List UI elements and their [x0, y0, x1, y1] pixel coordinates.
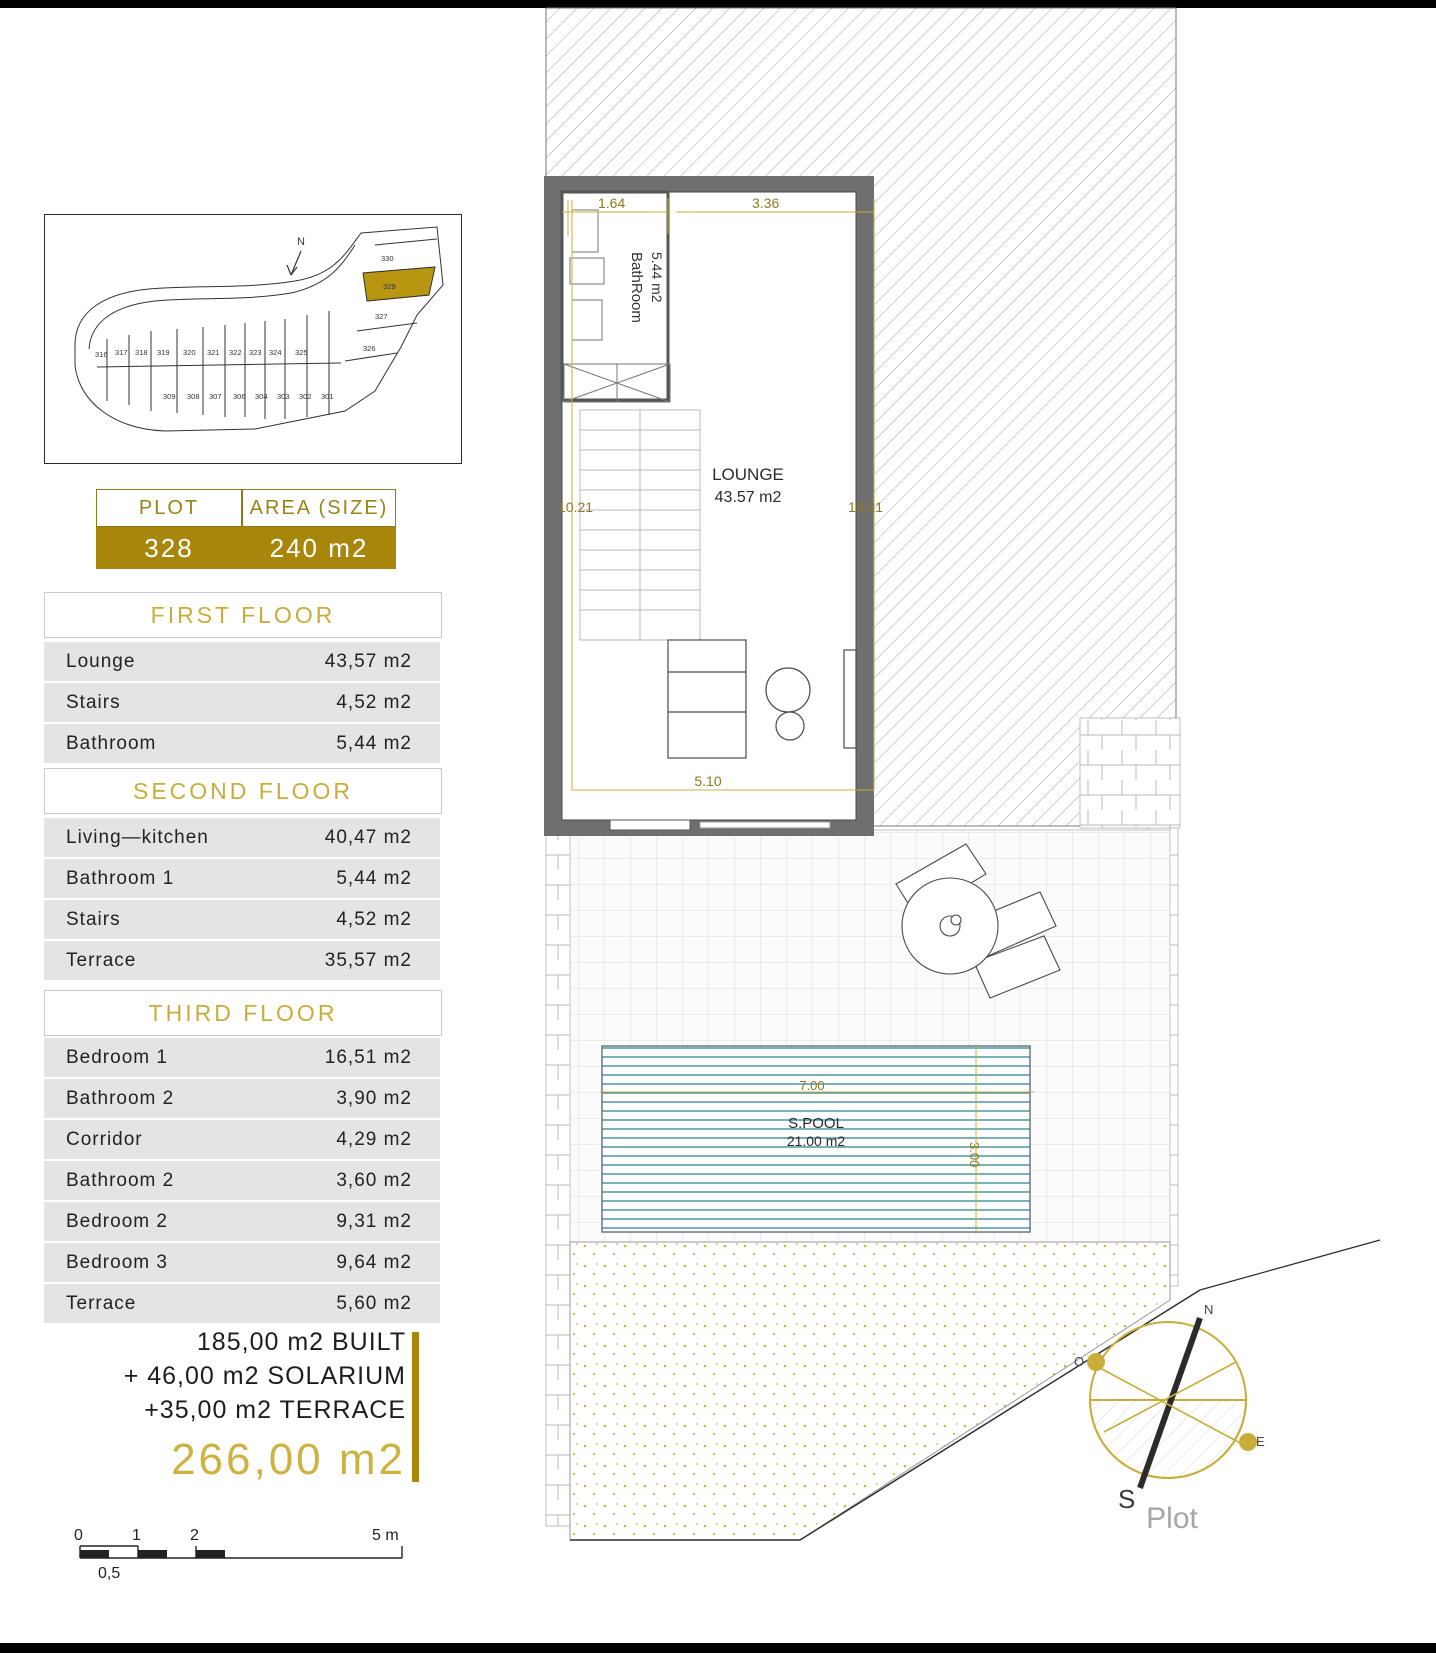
highlighted-plot-shape — [363, 267, 435, 301]
compass-caption: Plot — [1146, 1502, 1198, 1535]
room-area: 5,44 m2 — [336, 732, 412, 754]
dim-top-right: 3.36 — [752, 195, 780, 211]
table-row — [44, 683, 440, 724]
svg-text:322: 322 — [229, 348, 242, 357]
svg-text:309: 309 — [163, 392, 176, 401]
room-name: Bedroom 1 — [66, 1046, 168, 1068]
swimming-pool — [600, 1044, 1034, 1234]
room-name: Bathroom 2 — [66, 1087, 175, 1109]
garden-area — [570, 1242, 1170, 1540]
site-key-map — [44, 214, 462, 464]
third-floor-rows — [44, 1038, 440, 1325]
room-name: Lounge — [66, 650, 136, 672]
svg-text:N: N — [297, 236, 305, 248]
site-plan-drawing — [500, 0, 1436, 1653]
room-name: Bathroom 1 — [66, 867, 175, 889]
window — [844, 650, 856, 748]
svg-text:302: 302 — [299, 392, 312, 401]
legend-panel — [0, 0, 500, 1653]
room-area-lounge: 43.57 m2 — [714, 489, 782, 506]
table-row — [44, 818, 440, 859]
room-name: Living—kitchen — [66, 826, 209, 848]
room-area: 16,51 m2 — [324, 1046, 412, 1068]
svg-text:304: 304 — [255, 392, 268, 401]
scale-bar — [72, 1520, 422, 1580]
plot-area-value: 240 m2 — [242, 527, 396, 569]
svg-text:317: 317 — [115, 348, 128, 357]
dim-top-left: 1.64 — [598, 195, 626, 211]
room-area: 43,57 m2 — [324, 650, 412, 672]
entry-door — [610, 820, 690, 830]
svg-text:327: 327 — [375, 312, 388, 321]
table-row — [44, 724, 440, 765]
room-name: Stairs — [66, 691, 121, 713]
room-area: 5,44 m2 — [336, 867, 412, 889]
second-floor-title: SECOND FLOOR — [44, 768, 442, 814]
svg-text:323: 323 — [249, 348, 262, 357]
room-name: Bedroom 3 — [66, 1251, 168, 1273]
svg-text:301: 301 — [321, 392, 334, 401]
room-name: Stairs — [66, 908, 121, 930]
grand-total: 266,00 m2 — [171, 1435, 406, 1484]
compass-north: N — [1204, 1302, 1214, 1317]
room-name: Bedroom 2 — [66, 1210, 168, 1232]
svg-text:318: 318 — [135, 348, 148, 357]
dim-pool-width: 3.00 — [967, 1142, 982, 1168]
room-area: 5,60 m2 — [336, 1292, 412, 1314]
table-row — [44, 1038, 440, 1079]
room-area: 4,29 m2 — [336, 1128, 412, 1150]
room-area: 40,47 m2 — [324, 826, 412, 848]
svg-text:321: 321 — [207, 348, 220, 357]
dim-right-height: 10.21 — [848, 499, 884, 515]
first-floor-rows — [44, 642, 440, 765]
room-area: 4,52 m2 — [336, 908, 412, 930]
area-header-label: AREA (SIZE) — [242, 489, 396, 527]
table-row — [44, 1202, 440, 1243]
room-name: Bathroom 2 — [66, 1169, 175, 1191]
table-row — [44, 1284, 440, 1325]
total-built-line: 185,00 m2 BUILT — [196, 1328, 406, 1356]
room-name: Corridor — [66, 1128, 143, 1150]
scale-tick-1: 1 — [132, 1527, 141, 1544]
room-label-bathroom: BathRoom — [628, 252, 645, 323]
svg-text:326: 326 — [363, 344, 376, 353]
svg-text:324: 324 — [269, 348, 282, 357]
road-edge — [1200, 1240, 1380, 1290]
table-row — [44, 941, 440, 982]
table-row — [44, 1243, 440, 1284]
second-floor-rows — [44, 818, 440, 982]
scale-tick-0: 0 — [74, 1527, 83, 1544]
plot-area-table — [96, 489, 396, 569]
scale-tick-3: 5 m — [372, 1527, 399, 1544]
compass-east: E — [1256, 1434, 1265, 1449]
room-label-lounge: LOUNGE — [712, 465, 784, 484]
room-area: 3,90 m2 — [336, 1087, 412, 1109]
totals-gold-bar — [412, 1332, 419, 1482]
plot-number-value: 328 — [96, 527, 242, 569]
total-terrace-line: +35,00 m2 TERRACE — [144, 1396, 406, 1424]
table-row — [44, 1079, 440, 1120]
total-solarium-line: + 46,00 m2 SOLARIUM — [123, 1362, 406, 1390]
dim-pool-length: 7.00 — [799, 1078, 825, 1093]
svg-text:307: 307 — [209, 392, 222, 401]
svg-text:308: 308 — [187, 392, 200, 401]
room-area-pool: 21.00 m2 — [786, 1133, 846, 1149]
svg-text:303: 303 — [277, 392, 290, 401]
house-footprint — [544, 176, 874, 836]
dim-left-height: 10.21 — [558, 499, 594, 515]
table-row — [44, 1161, 440, 1202]
svg-text:320: 320 — [183, 348, 196, 357]
room-area: 4,52 m2 — [336, 691, 412, 713]
terrace-door — [700, 822, 830, 828]
table-row — [44, 859, 440, 900]
third-floor-title: THIRD FLOOR — [44, 990, 442, 1036]
table-row — [44, 1120, 440, 1161]
room-area-bathroom: 5.44 m2 — [649, 252, 665, 303]
scale-tick-2: 2 — [190, 1527, 199, 1544]
svg-text:319: 319 — [157, 348, 170, 357]
room-label-pool: S.POOL — [788, 1115, 844, 1132]
dim-bottom-width: 5.10 — [694, 773, 722, 789]
first-floor-title: FIRST FLOOR — [44, 592, 442, 638]
svg-text:330: 330 — [381, 254, 394, 263]
table-row — [44, 900, 440, 941]
compass-west: O — [1074, 1354, 1085, 1369]
svg-text:316: 316 — [95, 350, 108, 359]
room-area: 35,57 m2 — [324, 949, 412, 971]
compass-south: S — [1118, 1484, 1136, 1514]
room-area: 3,60 m2 — [336, 1169, 412, 1191]
svg-text:325: 325 — [295, 348, 308, 357]
scale-half-label: 0,5 — [98, 1565, 121, 1580]
totals-block — [44, 1325, 440, 1485]
room-area: 9,31 m2 — [336, 1210, 412, 1232]
room-area: 9,64 m2 — [336, 1251, 412, 1273]
table-row — [44, 642, 440, 683]
svg-text:306: 306 — [233, 392, 246, 401]
room-name: Terrace — [66, 1292, 137, 1314]
room-name: Bathroom — [66, 732, 157, 754]
room-name: Terrace — [66, 949, 137, 971]
svg-text:329: 329 — [383, 282, 396, 291]
plot-header-label: PLOT — [96, 489, 242, 527]
